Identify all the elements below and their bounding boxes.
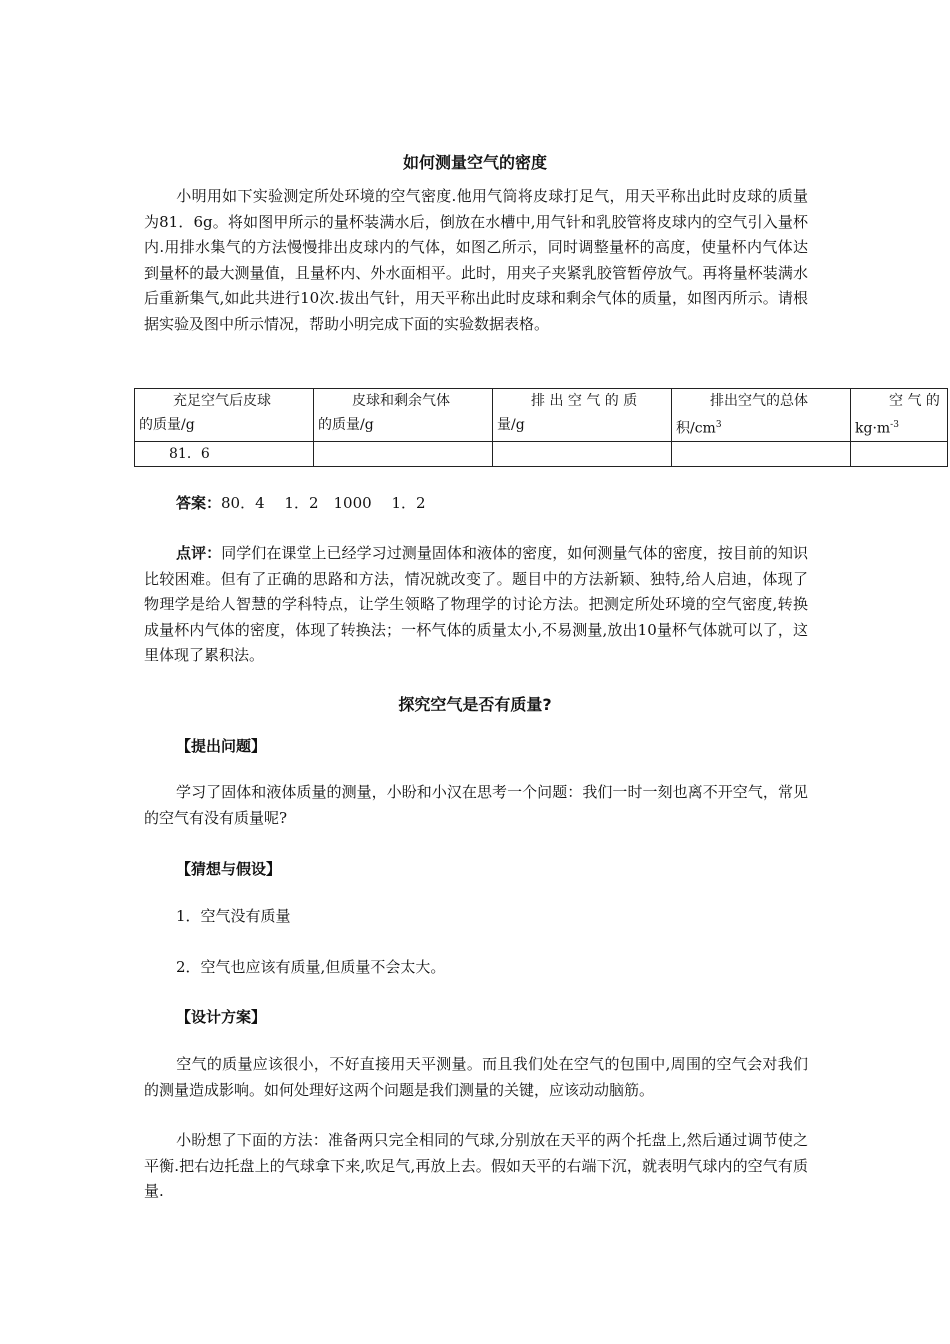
table-header-cell: 充足空气后皮球 的质量/g bbox=[135, 389, 314, 442]
table-cell: 81．6 bbox=[135, 441, 314, 466]
design-paragraph-1: 空气的质量应该很小，不好直接用天平测量。而且我们处在空气的包围中,周围的空气会对我们的测量造成影响。如何处理好这两个问题是我们测量的关键，应该动动脑筋。 bbox=[144, 1055, 808, 1099]
table-row bbox=[135, 441, 948, 466]
comment-label: 点评： bbox=[176, 544, 222, 562]
heading-question: 【提出问题】 bbox=[176, 737, 267, 755]
section-title-air-density: 如何测量空气的密度 bbox=[402, 153, 547, 172]
hypothesis-2: 2．空气也应该有质量,但质量不会太大。 bbox=[176, 958, 446, 976]
table-header-cell: 排 出 空 气 的 质 量/g bbox=[493, 389, 672, 442]
table-header-cell: 皮球和剩余气体 的质量/g bbox=[314, 389, 493, 442]
answer-label: 答案： bbox=[176, 494, 222, 512]
table-cell bbox=[314, 441, 493, 466]
hypothesis-1: 1．空气没有质量 bbox=[176, 907, 291, 925]
section-title-air-mass: 探究空气是否有质量? bbox=[398, 695, 552, 714]
table-cell bbox=[851, 441, 948, 466]
table-header-row bbox=[135, 389, 948, 442]
question-paragraph: 学习了固体和液体质量的测量，小盼和小汉在思考一个问题：我们一时一刻也离不开空气，常见的空气有没有质量呢? bbox=[144, 783, 808, 827]
table-cell bbox=[672, 441, 851, 466]
answer-line bbox=[144, 491, 808, 517]
comment-paragraph: 点评：同学们在课堂上已经学习过测量固体和液体的密度，如何测量气体的密度，按目前的知识比较困难。但有了正确的思路和方法，情况就改变了。题目中的方法新颖、独特,给人启迪，体现了物理学是给人智慧的学科特点，让学生领略了物理学的讨论方法。把测定所处环境的空气密度,转换成量杯内气体的密度，体现了转换法；一杯气体的质量太小,不易测量,放出10量杯气体就可以了，这里体现了累积法。 bbox=[144, 544, 808, 664]
answer-text: 80．4 1．2 1000 1．2 bbox=[221, 494, 426, 512]
table-header-cell: 排出空气的总体 积$/cm^3$ bbox=[672, 389, 851, 442]
heading-design: 【设计方案】 bbox=[176, 1008, 267, 1026]
intro-paragraph: 小明用如下实验测定所处环境的空气密度.他用气筒将皮球打足气，用天平称出此时皮球的质量为81．6g。将如图甲所示的量杯装满水后，倒放在水槽中,用气针和乳胶管将皮球内的空气引入量杯内.用排水集气的方法慢慢排出皮球内的气体，如图乙所示，同时调整量杯的高度，使量杯内气体达到量杯的最大测量值，且量杯内、外水面相平。此时，用夹子夹紧乳胶管暂停放气。再将量杯装满水后重新集气,如此共进行10次.拔出气针，用天平称出此时皮球和剩余气体的质量，如图丙所示。请根据实验及图中所示情况，帮助小明完成下面的实验数据表格。 bbox=[144, 187, 808, 333]
heading-hypothesis: 【猜想与假设】 bbox=[176, 860, 282, 878]
table-cell bbox=[493, 441, 672, 466]
design-paragraph-2: 小盼想了下面的方法：准备两只完全相同的气球,分别放在天平的两个托盘上,然后通过调节使之平衡.把右边托盘上的气球拿下来,吹足气,再放上去。假如天平的右端下沉，就表明气球内的空气有质量. bbox=[144, 1131, 808, 1200]
table-header-cell: 空 气 的 $kg\cdot m^{-3}$ bbox=[851, 389, 948, 442]
data-table bbox=[134, 388, 948, 467]
